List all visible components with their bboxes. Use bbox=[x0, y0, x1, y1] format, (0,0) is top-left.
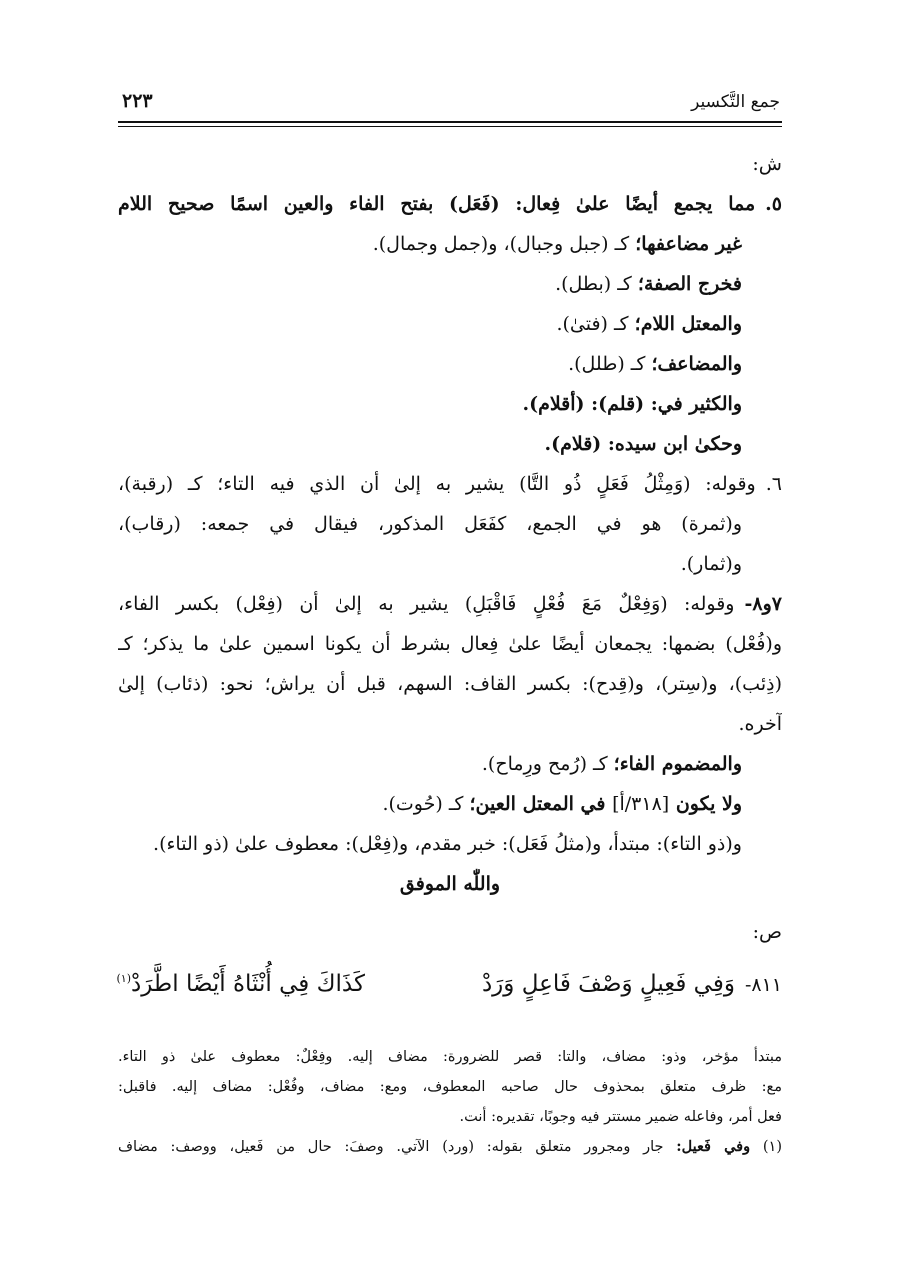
line-madmum: والمضموم الفاء؛ كـ (رُمح ورِماح). bbox=[481, 753, 742, 775]
paragraph-78-line-2: و(فُعْل) بضمها: يجمعان أيضًا علىٰ فِعال بشرط أن يكونا اسمين علىٰ ما يذكر؛ كـ bbox=[118, 633, 782, 655]
item-number-7-8: ٧و٨- bbox=[744, 593, 782, 615]
verse-hemistich-1: وَفِي فَعِيلٍ وَصْفَ فَاعِلٍ وَرَدْ bbox=[481, 970, 735, 997]
line-mudaaf: والمضاعف؛ كـ (طلل). bbox=[568, 353, 742, 375]
footnotes bbox=[118, 1042, 782, 1162]
paragraph-5-line-2: غير مضاعفها؛ كـ (جبل وجبال)، و(جمل وجمال). bbox=[372, 233, 742, 255]
item-number-6: ٦. bbox=[765, 473, 782, 495]
matn-label: ص: bbox=[752, 921, 782, 943]
footnote-line-3: فعل أمر، وفاعله ضمير مستتر فيه وجوبًا، تقديره: أنت. bbox=[459, 1109, 782, 1125]
running-header bbox=[118, 92, 782, 114]
line-mutal: والمعتل اللام؛ كـ (فتىٰ). bbox=[556, 313, 742, 335]
verse-line bbox=[118, 954, 782, 1004]
manuscript-folio-ref: [٣١٨/أ] bbox=[612, 793, 670, 815]
paragraph-6-line-1: ٦.وقوله: (وَمِثْلُ فَعَلٍ ذُو التَّا) يشير به إلىٰ أن الذي فيه التاء؛ كـ (رقبة)، bbox=[118, 464, 782, 504]
line-layakun: ولا يكون [٣١٨/أ] في المعتل العين؛ كـ (حُوت). bbox=[382, 793, 742, 815]
line-sifa: فخرج الصفة؛ كـ (بطل). bbox=[555, 273, 742, 295]
paragraph-6-line-3: و(ثمار). bbox=[680, 553, 742, 575]
footnote-line-1: مبتدأ مؤخر، وذو: مضاف، والتا: قصر للضرورة: مضاف إليه. وفِعْلٌ: معطوف علىٰ ذو التاء. bbox=[118, 1049, 782, 1065]
line-haka: وحكىٰ ابن سيده: (قلام). bbox=[544, 433, 742, 455]
footnote-number: (١) bbox=[762, 1139, 782, 1155]
footnote-1: (١) وفي فَعيل: جار ومجرور متعلق بقوله: (ورد) الآتي. وصفَ: حال من فَعيل، ووصف: مضاف bbox=[118, 1138, 782, 1155]
item-number-5: ٥. bbox=[765, 193, 782, 215]
line-kathir: والكثير في: (قلم): (أقلام). bbox=[522, 393, 742, 415]
footnote-marker: (١) bbox=[116, 972, 131, 985]
verse-hemistich-2: كَذَاكَ فِي أُنْثَاهُ أَيْضًا اطَّرَدْ bbox=[131, 970, 365, 997]
main-text bbox=[118, 144, 782, 952]
header-rule-thick bbox=[118, 121, 782, 123]
paragraph-5-line-1: ٥.مما يجمع أيضًا علىٰ فِعال: (فَعَل) بفتح الفاء والعين اسمًا صحيح اللام bbox=[118, 184, 782, 224]
line-irab: و(ذو التاء): مبتدأ، و(مثلُ فَعَل): خبر مقدم، و(فِعْل): معطوف علىٰ (ذو التاء). bbox=[153, 833, 742, 855]
page-number: ٢٢٣ bbox=[122, 90, 153, 112]
paragraph-78-line-3: (ذِئب)، و(سِتر)، و(قِدح): بكسر القاف: السهم، قبل أن يراش؛ نحو: (ذئاب) إلىٰ bbox=[118, 673, 782, 695]
verse-number: ٨١١- bbox=[744, 973, 782, 996]
header-rule-thin bbox=[118, 126, 782, 127]
paragraph-78-line-1: ٧و٨-وقوله: (وَفِعْلٌ مَعَ فُعْلٍ فَاقْبَلِ) يشير به إلىٰ أن (فِعْل) بكسر الفاء، bbox=[118, 584, 782, 624]
closing-phrase: واللّٰه الموفق bbox=[399, 873, 501, 895]
chapter-title: جمع التَّكسير bbox=[691, 92, 780, 112]
footnote-line-2: مع: ظرف متعلق بمحذوف حال صاحبه المعطوف، ومع: مضاف، وفُعْل: مضاف إليه. فاقبل: bbox=[118, 1079, 782, 1095]
sharh-label: ش: bbox=[752, 153, 782, 175]
paragraph-78-line-4: آخره. bbox=[738, 713, 782, 735]
paragraph-6-line-2: و(ثمرة) هو في الجمع، كفَعَل المذكور، فيقال في جمعه: (رقاب)، bbox=[118, 513, 742, 535]
